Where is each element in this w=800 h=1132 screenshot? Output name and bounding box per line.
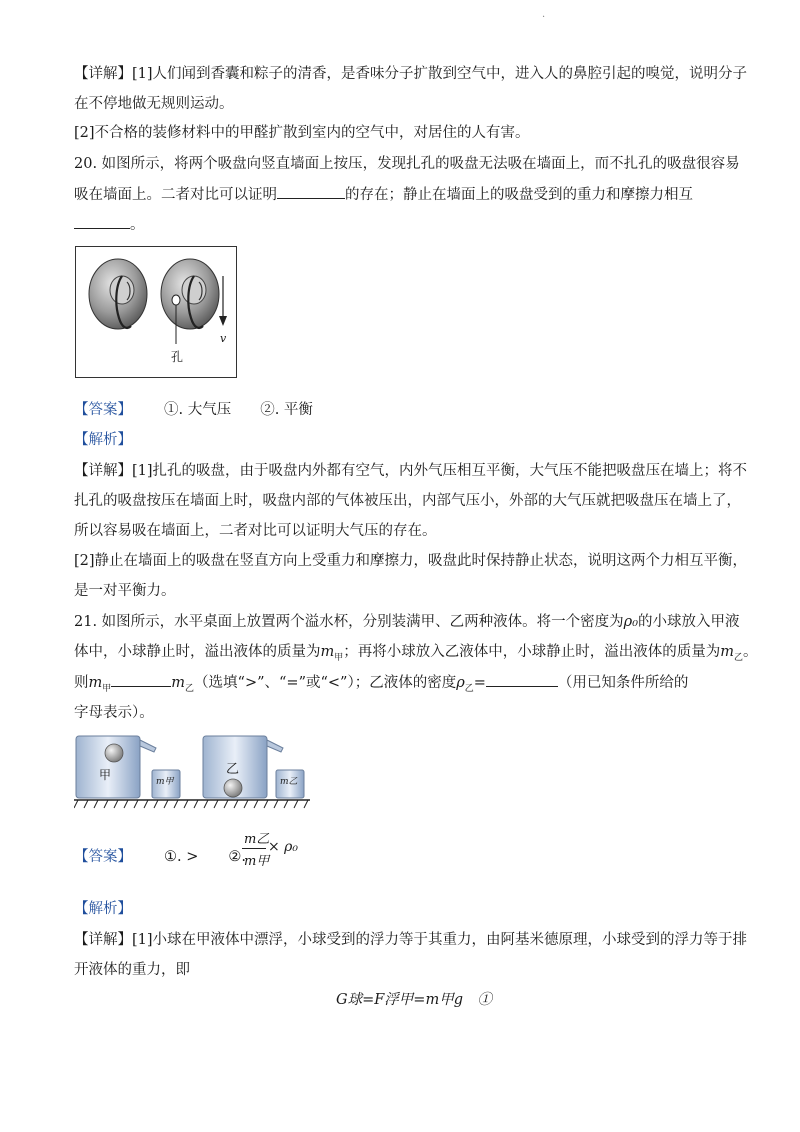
q21-line-2: [74, 642, 758, 668]
label-yi: 乙: [226, 762, 240, 777]
q20-line-1: 20. 如图所示，将两个吸盘向竖直墙面上按压，发现扎孔的吸盘无法吸在墙面上，而不扎孔的吸盘很容易: [74, 156, 740, 172]
corner-dot: ·: [542, 12, 546, 23]
q20-answer: [74, 400, 313, 420]
detail-line-1: [74, 64, 747, 84]
detail-text: [1]扎孔的吸盘，由于吸盘内外都有空气，内外气压相互平衡，大气压不能把吸盘压在墙上；将不: [132, 463, 748, 479]
overflow-cup-jia: [76, 736, 156, 798]
blank-21-2: [486, 672, 558, 687]
velocity-label: v: [220, 332, 227, 345]
detail-tag: 【详解】: [74, 932, 132, 948]
q20-detail-2: 扎孔的吸盘按压在墙面上时，吸盘内部的气体被压出，内部气压小，外部的大气压就把吸盘压在墙上了，: [74, 493, 741, 509]
q20-detail-5: 是一对平衡力。: [74, 583, 176, 599]
table-surface: [74, 800, 310, 808]
q20-detail-1: [74, 461, 747, 481]
answer-2: ②.: [228, 849, 246, 865]
q20-text-a: 吸在墙面上。二者对比可以证明: [74, 187, 277, 203]
overflow-cup-yi: [203, 736, 283, 798]
m-jia-sub-2: 甲: [102, 683, 112, 694]
q21-eq-sign: =: [473, 675, 486, 691]
suction-cup-diagram: [75, 246, 237, 378]
fraction-times-rho: × ρ₀: [268, 839, 299, 855]
blank-20-2: [74, 214, 130, 229]
q21-line-4: 字母表示）。: [74, 705, 154, 721]
q20-detail-3: 所以容易吸在墙面上，二者对比可以证明大气压的存在。: [74, 523, 437, 539]
density-fraction: [240, 828, 320, 870]
detail-line-2: 在不停地做无规则运动。: [74, 96, 234, 112]
fraction-denominator: m甲: [244, 854, 270, 869]
q20-text-c: 。: [130, 217, 145, 233]
m-jia-symbol-2: m: [88, 675, 103, 691]
q21-text-e: 。: [743, 644, 758, 660]
fraction-bar: [242, 848, 266, 849]
q21-line-1: [74, 612, 740, 632]
m-yi-sub-2: 乙: [185, 683, 195, 694]
q20-analysis-tag: 【解析】: [74, 432, 132, 448]
q21-text-g: （选填“>”、“=”或“<”）；乙液体的密度: [194, 675, 457, 691]
detail-text: [1]人们闻到香囊和粽子的清香，是香味分子扩散到空气中，进入人的鼻腔引起的嗅觉，说明分子: [132, 66, 748, 82]
q21-detail-2: 开液体的重力，即: [74, 962, 190, 978]
detail-tag: 【详解】: [74, 463, 132, 479]
q21-line-3: [74, 672, 688, 699]
blank-20-1: [277, 184, 345, 199]
overflow-cup-figure: [74, 732, 310, 812]
q21-analysis-tag: 【解析】: [74, 901, 132, 917]
detail-text: [1]小球在甲液体中漂浮，小球受到的浮力等于其重力，由阿基米德原理，小球受到的浮力等于排: [132, 932, 748, 948]
rho-yi-sub: 乙: [464, 683, 474, 694]
label-m-jia: m甲: [156, 777, 174, 787]
answer-1: ①. >: [164, 849, 199, 865]
blank-21-1: [111, 672, 171, 687]
label-jia: 甲: [99, 768, 112, 782]
q20-text-b: 的存在；静止在墙面上的吸盘受到的重力和摩擦力相互: [345, 187, 693, 203]
suction-cup-figure: [75, 246, 237, 378]
q20-line-2: [74, 184, 693, 205]
hole-label: 孔: [171, 350, 184, 364]
m-yi-symbol-2: m: [171, 675, 186, 691]
q20-detail-4: [2]静止在墙面上的吸盘在竖直方向上受重力和摩擦力，吸盘此时保持静止状态，说明这两个力相互平衡，: [74, 553, 748, 569]
m-yi-symbol: m: [720, 644, 735, 660]
answer-tag: 【答案】: [74, 402, 132, 418]
answer-text: ①. 大气压 ②. 平衡: [164, 402, 313, 418]
detail-tag: 【详解】: [74, 66, 132, 82]
q21-text-c: 体中，小球静止时，溢出液体的质量为: [74, 644, 321, 660]
q21-detail-1: [74, 930, 747, 950]
q21-answer: [74, 847, 246, 867]
suction-cup-left: [89, 259, 147, 329]
q21-equation: G球=F浮甲=m甲g ①: [336, 992, 492, 1008]
q21-text-b: 的小球放入甲液: [638, 614, 740, 630]
q21-text-f: 则: [74, 675, 89, 691]
q21-text-h: （用已知条件所给的: [557, 675, 689, 691]
label-m-yi: m乙: [280, 777, 298, 787]
q21-text-d: ；再将小球放入乙液体中，小球静止时，溢出液体的质量为: [343, 644, 721, 660]
m-jia-sub: 甲: [334, 652, 344, 663]
rho-symbol: ρ: [456, 675, 465, 691]
q20-line-3: [74, 214, 145, 235]
q21-text-a: 21. 如图所示，水平桌面上放置两个溢水杯，分别装满甲、乙两种液体。将一个密度为: [74, 614, 624, 630]
rho0-symbol: ρ₀: [623, 614, 639, 630]
detail-line-3: [2]不合格的装修材料中的甲醛扩散到室内的空气中，对居住的人有害。: [74, 125, 530, 141]
m-jia-symbol: m: [320, 644, 335, 660]
fraction-numerator: m乙: [244, 832, 270, 847]
m-yi-sub: 乙: [734, 652, 744, 663]
answer-tag: 【答案】: [74, 849, 132, 865]
